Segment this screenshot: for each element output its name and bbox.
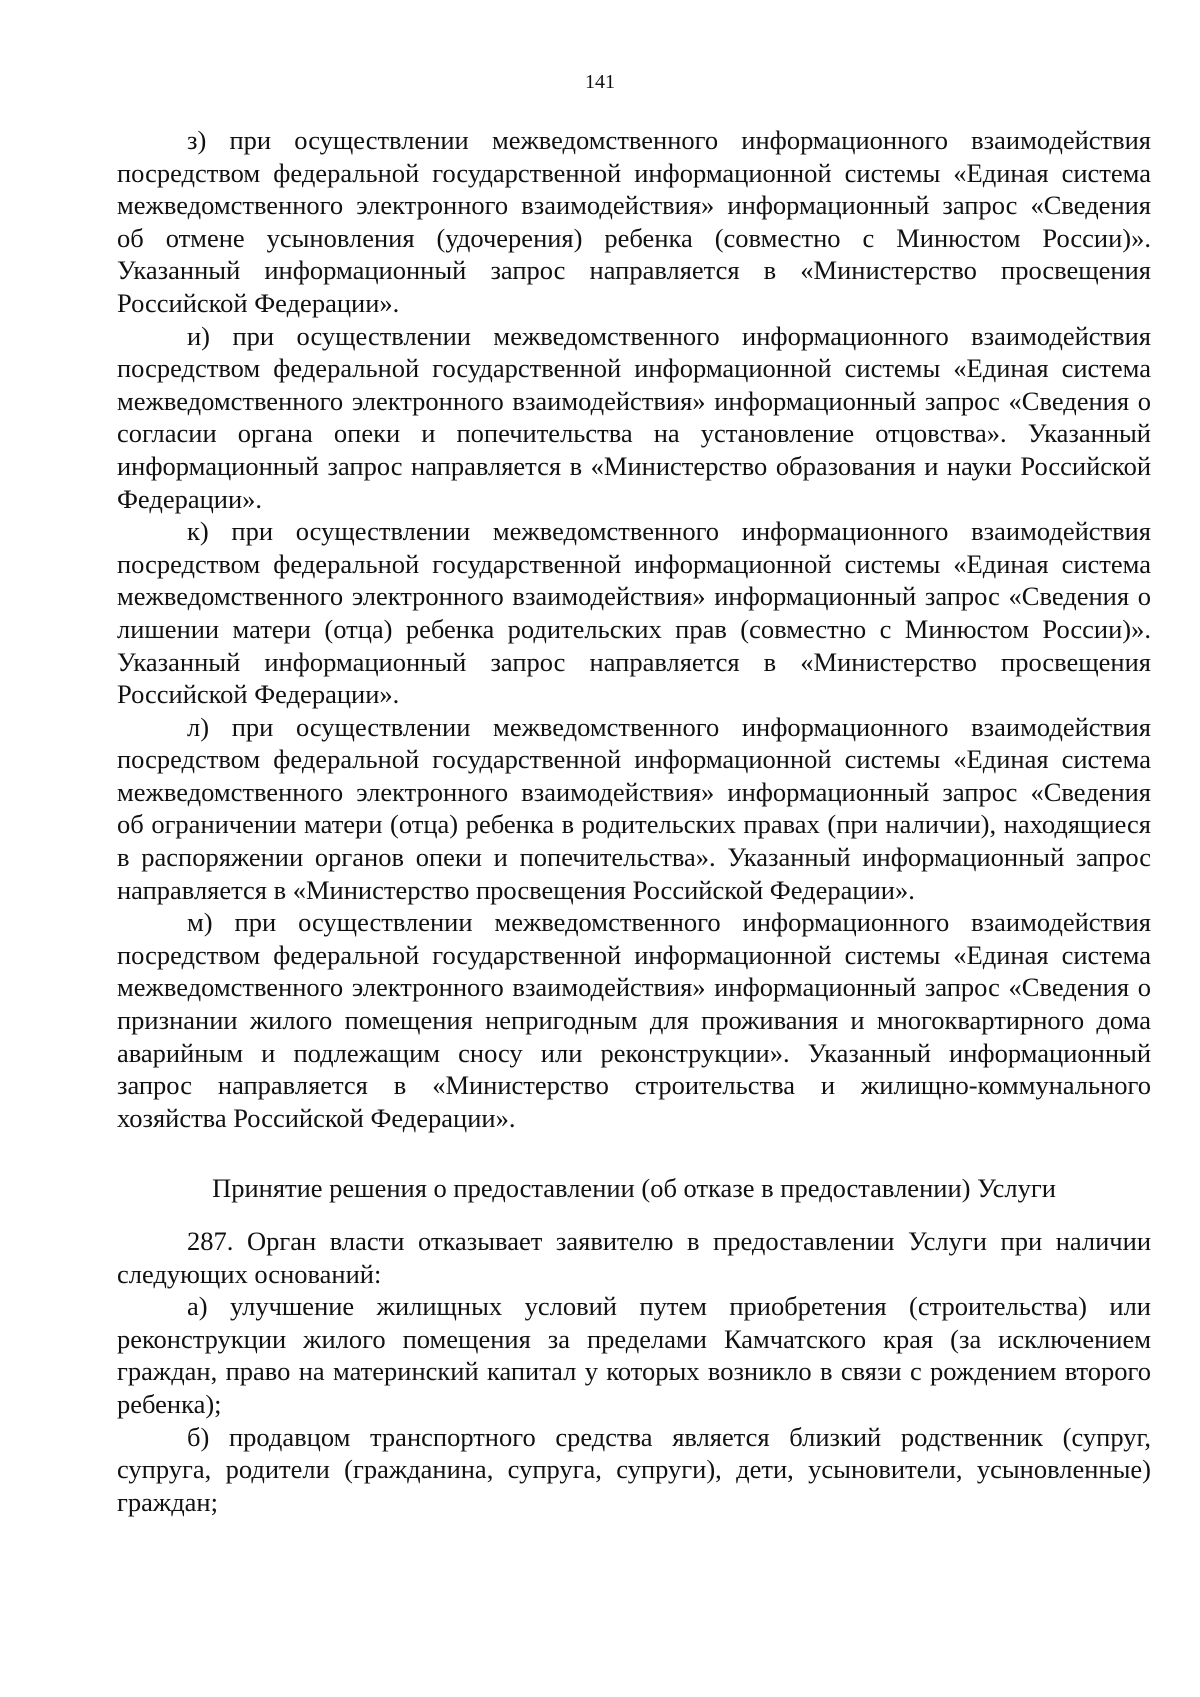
page-number: 141	[585, 71, 615, 93]
paragraph-item-k: к) при осуществлении межведомственного информационного взаимодействия посредством федеральной государственной информационной системы «Единая система межведомственного электронного взаимодействия» информационный запрос «Сведения о лишении матери (отца) ребенка родительских прав (совместно с Минюстом России)». Указанный информационный запрос направляется в «Министерство просвещения Российской Федерации».	[117, 516, 1151, 710]
section-heading: Принятие решения о предоставлении (об отказе в предоставлении) Услуги	[212, 1173, 1056, 1204]
paragraph-item-z: з) при осуществлении межведомственного информационного взаимодействия посредством федеральной государственной информационной системы «Единая система межведомственного электронного взаимодействия» информационный запрос «Сведения об отмене усыновления (удочерения) ребенка (совместно с Минюстом России)». Указанный информационный запрос направляется в «Министерство просвещения Российской Федерации».	[117, 125, 1151, 318]
paragraph-287: 287. Орган власти отказывает заявителю в предоставлении Услуги при наличии следующих оснований:	[117, 1226, 1151, 1289]
paragraph-item-a: а) улучшение жилищных условий путем приобретения (строительства) или реконструкции жилого помещения за пределами Камчатского края (за исключением граждан, право на материнский капитал у которых возникло в связи с рождением второго ребенка);	[117, 1291, 1151, 1419]
paragraph-item-l: л) при осуществлении межведомственного информационного взаимодействия посредством федеральной государственной информационной системы «Единая система межведомственного электронного взаимодействия» информационный запрос «Сведения об ограничении матери (отца) ребенка в родительских правах (при наличии), находящиеся в распоряжении органов опеки и попечительства». Указанный информационный запрос направляется в «Министерство просвещения Российской Федерации».	[117, 711, 1151, 905]
paragraph-item-m: м) при осуществлении межведомственного информационного взаимодействия посредством федеральной государственной информационной системы «Единая система межведомственного электронного взаимодействия» информационный запрос «Сведения о признании жилого помещения непригодным для проживания и многоквартирного дома аварийным и подлежащим сносу или реконструкции». Указанный информационный запрос направляется в «Министерство строительства и жилищно-коммунального хозяйства Российской Федерации».	[117, 907, 1151, 1133]
paragraph-item-b: б) продавцом транспортного средства является близкий родственник (супруг, супруга, родители (гражданина, супруга, супруги), дети, усыновители, усыновленные) граждан;	[117, 1421, 1151, 1517]
document-body	[117, 124, 1151, 1518]
paragraph-item-i: и) при осуществлении межведомственного информационного взаимодействия посредством федеральной государственной информационной системы «Единая система межведомственного электронного взаимодействия» информационный запрос «Сведения о согласии органа опеки и попечительства на установление отцовства». Указанный информационный запрос направляется в «Министерство образования и науки Российской Федерации».	[117, 320, 1151, 514]
